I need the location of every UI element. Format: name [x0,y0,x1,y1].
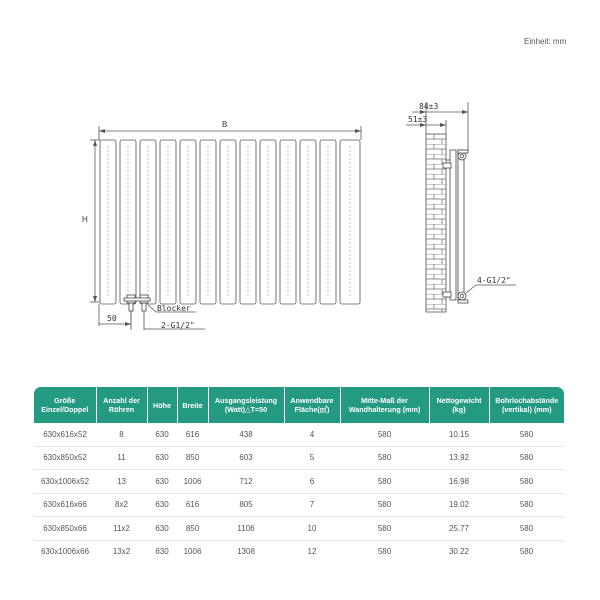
header-height: Höhe [147,387,177,423]
cell-net-weight: 16.98 [429,470,489,494]
header-output: Ausgangsleistung (Watt)△T=50 [208,387,284,423]
cell-bracket-center: 580 [377,547,392,557]
table-row [34,540,564,563]
cell-tube-count: 13x2 [112,547,131,557]
header-tube-count: Anzahl der Röhren [96,387,147,423]
table-row [34,517,564,541]
bottom-connection-label: 2-G1/2" [161,321,195,330]
bottom-valves [124,295,150,311]
blocker-label: Blocker [157,304,191,313]
cell-tube-count: 13 [96,470,147,494]
cell-net-weight: 25.77 [429,517,489,541]
cell-area: 5 [284,446,340,470]
header-bracket-center: Mitte-Maß der Wandhalterung (mm) [340,387,429,423]
cell-area: 7 [284,493,340,517]
cell-size: 630x850x52 [34,446,96,470]
cell-net-weight: 13.92 [429,446,489,470]
blocker-annotation [148,304,196,313]
cell-width: 616 [177,493,208,517]
cell-hole-distance: 580 [489,423,564,446]
cell-width: 1006 [183,547,202,557]
cell-hole-distance: 580 [489,446,564,470]
cell-net-weight: 19.02 [429,493,489,517]
cell-bracket-center: 580 [340,517,429,541]
cell-bracket-center: 580 [340,470,429,494]
cell-width: 850 [177,446,208,470]
spec-table-wrapper [34,387,564,563]
header-net-weight: Nettogewicht (kg) [429,387,489,423]
cell-width: 1006 [177,470,208,494]
cell-height: 630 [147,446,177,470]
cell-tube-count: 8x2 [96,493,147,517]
cell-height: 630 [147,423,177,446]
table-row [34,446,564,470]
cell-bracket-center: 580 [340,493,429,517]
offset-dimension [99,304,131,326]
cell-area: 6 [284,470,340,494]
header-area: Anwendbare Fläche(㎡) [284,387,340,423]
cell-output: 712 [208,470,284,494]
table-row [34,423,564,446]
cell-height: 630 [147,493,177,517]
cell-area: 4 [284,423,340,446]
header-width: Breite [177,387,208,423]
width-label: B [222,120,228,129]
cell-size: 630x616x52 [34,423,96,446]
cell-output: 438 [208,423,284,446]
depth-total-label: 84±3 [419,102,439,111]
header-size: Größe Einzel/Doppel [34,387,96,423]
cell-tube-count: 8 [96,423,147,446]
side-connection-label: 4-G1/2" [477,276,511,285]
cell-bracket-center: 580 [340,446,429,470]
height-label: H [82,215,88,224]
depth-inner-label: 51±3 [408,115,428,124]
brick-wall [426,134,446,312]
cell-height: 630 [155,547,169,557]
table-header-row [34,387,564,423]
cell-net-weight: 10.15 [429,423,489,446]
spec-table [34,387,564,563]
cell-size: 630x1006x66 [40,547,90,557]
cell-area: 10 [284,517,340,541]
table-row [34,493,564,517]
side-connection-annotation [466,276,516,293]
cell-height: 630 [147,517,177,541]
cell-output: 805 [208,493,284,517]
cell-net-weight: 30.22 [448,547,470,557]
height-dimension [82,140,100,302]
cell-size: 630x616x66 [34,493,96,517]
cell-bracket-center: 580 [340,423,429,446]
bottom-connection-annotation [131,311,205,330]
cell-hole-distance: 580 [489,517,564,541]
cell-tube-count: 11x2 [96,517,147,541]
cell-hole-distance: 580 [519,547,534,557]
cell-width: 850 [177,517,208,541]
cell-tube-count: 11 [96,446,147,470]
radiator-front-view [100,140,360,304]
cell-hole-distance: 580 [489,493,564,517]
header-hole-distance: Bohrlochabstände (vertikal) (mm) [489,387,564,423]
offset-label: 50 [107,314,117,323]
cell-area: 12 [307,547,317,557]
cell-size: 630x850x66 [34,517,96,541]
cell-width: 616 [177,423,208,446]
radiator-side-view [443,150,468,303]
cell-output: 1106 [208,517,284,541]
cell-output: 603 [208,446,284,470]
cell-hole-distance: 580 [489,470,564,494]
unit-label: Einheit: mm [524,37,567,46]
cell-size: 630x1006x52 [34,470,96,494]
width-dimension [99,120,361,140]
cell-output: 1308 [237,547,255,557]
table-row [34,470,564,494]
cell-height: 630 [147,470,177,494]
